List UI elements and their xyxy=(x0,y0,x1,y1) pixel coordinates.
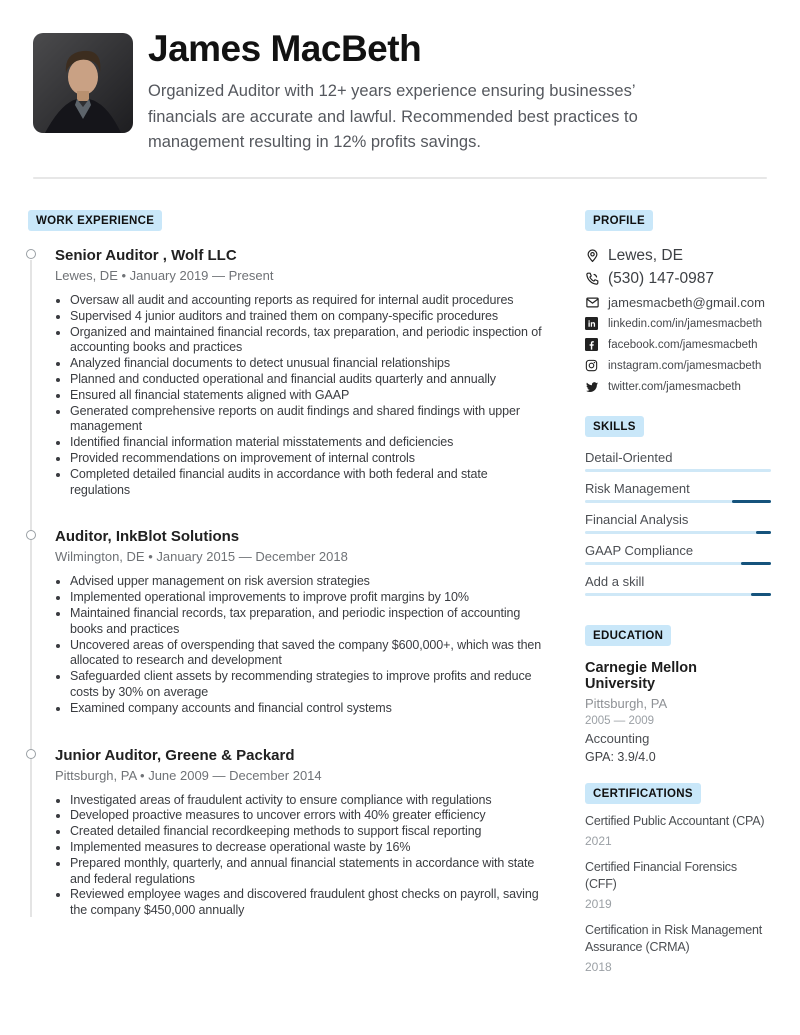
candidate-name: James MacBeth xyxy=(148,28,422,69)
skill-item xyxy=(585,481,771,503)
skill-slider[interactable] xyxy=(585,500,771,503)
certification-name: Certification in Risk Management Assurance (CRMA) xyxy=(585,923,763,954)
education-school: Carnegie Mellon University xyxy=(585,660,697,692)
job-bullet: • Reviewed employee wages and discovered fraudulent ghost checks on payroll, saving the company $450,000 annually xyxy=(70,887,546,919)
job-meta: Pittsburgh, PA • June 2009 — December 2014 xyxy=(55,767,322,783)
skills-list xyxy=(585,450,771,596)
job-bullet: • Ensured all financial statements aligned with GAAP xyxy=(70,388,546,404)
profile-list xyxy=(585,244,771,397)
job-bullet: • Uncovered areas of overspending that saved the company $600,000+, which was then allocated to research and development xyxy=(70,638,546,670)
skill-item xyxy=(585,450,771,472)
portrait-image xyxy=(33,33,133,133)
certifications-heading: CERTIFICATIONS xyxy=(585,783,701,804)
skill-slider[interactable] xyxy=(585,593,771,596)
job-bullet: • Analyzed financial documents to detect unusual financial relationships xyxy=(70,356,546,372)
profile-item[interactable] xyxy=(585,292,771,313)
phone-icon xyxy=(585,271,608,286)
certification-entry xyxy=(585,813,771,848)
certification-year: 2018 xyxy=(585,960,612,974)
skill-item xyxy=(585,574,771,596)
skill-slider-fill xyxy=(741,562,771,565)
profile-item[interactable] xyxy=(585,355,771,376)
education-degree: Accounting xyxy=(585,731,650,746)
profile-item xyxy=(585,244,771,267)
profile-item-text: facebook.com/jamesmacbeth xyxy=(608,338,758,351)
education-location: Pittsburgh, PA xyxy=(585,696,668,711)
certification-entry xyxy=(585,859,771,911)
job-bullet: • Investigated areas of fraudulent activity to ensure compliance with regulations xyxy=(70,793,546,809)
job-bullet: • Created detailed financial recordkeeping methods to support fiscal reporting xyxy=(70,824,546,840)
job-title: Senior Auditor , Wolf LLC xyxy=(55,247,237,264)
facebook-icon xyxy=(585,338,608,351)
education-gpa: GPA: 3.9/4.0 xyxy=(585,750,656,764)
skill-label: Risk Management xyxy=(585,481,690,496)
job-bullet: • Implemented operational improvements to improve profit margins by 10% xyxy=(70,590,546,606)
job-bullet: • Generated comprehensive reports on audit findings and shared findings with upper management xyxy=(70,404,546,436)
timeline-dot-icon xyxy=(26,249,36,259)
job-bullet: • Provided recommendations on improvement of internal controls xyxy=(70,451,546,467)
profile-item[interactable] xyxy=(585,376,771,397)
skill-slider-fill xyxy=(756,531,771,534)
job-meta: Wilmington, DE • January 2015 — December 2018 xyxy=(55,549,348,565)
profile-item-text: linkedin.com/in/jamesmacbeth xyxy=(608,317,763,330)
education-dates: 2005 — 2009 xyxy=(585,715,655,727)
linkedin-icon xyxy=(585,317,608,330)
skill-slider[interactable] xyxy=(585,562,771,565)
job-bullets xyxy=(55,793,546,919)
profile-item-text: Lewes, DE xyxy=(608,246,683,264)
certifications-list xyxy=(585,813,771,974)
header-divider xyxy=(33,177,767,179)
profile-item-text: (530) 147-0987 xyxy=(608,269,714,287)
twitter-icon xyxy=(585,380,608,394)
job-bullet: • Planned and conducted operational and financial audits quarterly and annually xyxy=(70,372,546,388)
jobs-list xyxy=(26,247,546,919)
profile-heading: PROFILE xyxy=(585,210,653,231)
profile-item[interactable] xyxy=(585,267,771,290)
job-bullets xyxy=(55,293,546,498)
skill-label: GAAP Compliance xyxy=(585,543,694,558)
job-meta: Lewes, DE • January 2019 — Present xyxy=(55,268,274,283)
skill-item xyxy=(585,512,771,534)
profile-item-text: instagram.com/jamesmacbeth xyxy=(608,359,762,372)
job-bullet: • Identified financial information material misstatements and deficiencies xyxy=(70,435,546,451)
profile-item[interactable] xyxy=(585,334,771,355)
profile-item[interactable] xyxy=(585,313,771,334)
job-bullet: • Advised upper management on risk aversion strategies xyxy=(70,574,546,590)
timeline-dot-icon xyxy=(26,749,36,759)
job-bullets xyxy=(55,574,546,716)
skill-slider[interactable] xyxy=(585,531,771,534)
job-entry xyxy=(55,528,546,716)
job-bullet: • Completed detailed financial audits in accordance with both federal and state regulations xyxy=(70,467,546,499)
job-bullet: • Maintained financial records, tax preparation, and periodic inspection of accounting books and practices xyxy=(70,606,546,638)
education-heading: EDUCATION xyxy=(585,625,671,646)
job-title: Junior Auditor, Greene & Packard xyxy=(55,746,295,764)
timeline-dot-icon xyxy=(26,530,36,540)
certification-name: Certified Public Accountant (CPA) xyxy=(585,814,765,828)
skill-label: Detail-Oriented xyxy=(585,450,673,465)
profile-photo xyxy=(33,33,133,133)
education-entry xyxy=(585,660,771,764)
job-bullet: • Oversaw all audit and accounting reports as required for internal audit procedures xyxy=(70,293,546,309)
certification-name: Certified Financial Forensics (CFF) xyxy=(585,860,737,891)
skill-slider-fill xyxy=(751,593,771,596)
candidate-summary: Organized Auditor with 12+ years experience ensuring businesses’ financials are accurate and lawful. Recommended best practices to management resulting in 12% profits savings. xyxy=(148,82,638,151)
skills-heading: SKILLS xyxy=(585,416,644,437)
skill-label: Financial Analysis xyxy=(585,512,689,527)
work-experience-heading: WORK EXPERIENCE xyxy=(28,210,162,231)
skill-item xyxy=(585,543,771,565)
job-bullet: • Developed proactive measures to uncover errors with 40% greater efficiency xyxy=(70,808,546,824)
certification-year: 2019 xyxy=(585,897,612,911)
job-entry xyxy=(55,247,546,498)
skill-slider[interactable] xyxy=(585,469,771,472)
skill-label: Add a skill xyxy=(585,574,645,589)
profile-item-text: jamesmacbeth@gmail.com xyxy=(608,295,765,310)
job-bullet: • Prepared monthly, quarterly, and annual financial statements in accordance with state and federal regulations xyxy=(70,856,546,888)
job-bullet: • Supervised 4 junior auditors and trained them on company-specific procedures xyxy=(70,309,546,325)
sidebar xyxy=(585,210,771,985)
job-bullet: • Implemented measures to decrease operational waste by 16% xyxy=(70,840,546,856)
job-bullet: • Organized and maintained financial records, tax preparation, and periodic inspection of accounting books and practices xyxy=(70,325,546,357)
instagram-icon xyxy=(585,359,608,372)
job-bullet: • Safeguarded client assets by recommending strategies to improve profits and reduce costs by 30% on average xyxy=(70,669,546,701)
job-entry xyxy=(55,747,546,919)
location-icon xyxy=(585,248,608,263)
work-experience-section xyxy=(26,210,546,919)
certification-year: 2021 xyxy=(585,834,612,848)
email-icon xyxy=(585,295,608,310)
certification-entry xyxy=(585,922,771,974)
job-title: Auditor, InkBlot Solutions xyxy=(55,528,240,546)
profile-item-text: twitter.com/jamesmacbeth xyxy=(608,380,741,393)
skill-slider-fill xyxy=(732,500,771,503)
job-bullet: • Examined company accounts and financial control systems xyxy=(70,701,546,717)
